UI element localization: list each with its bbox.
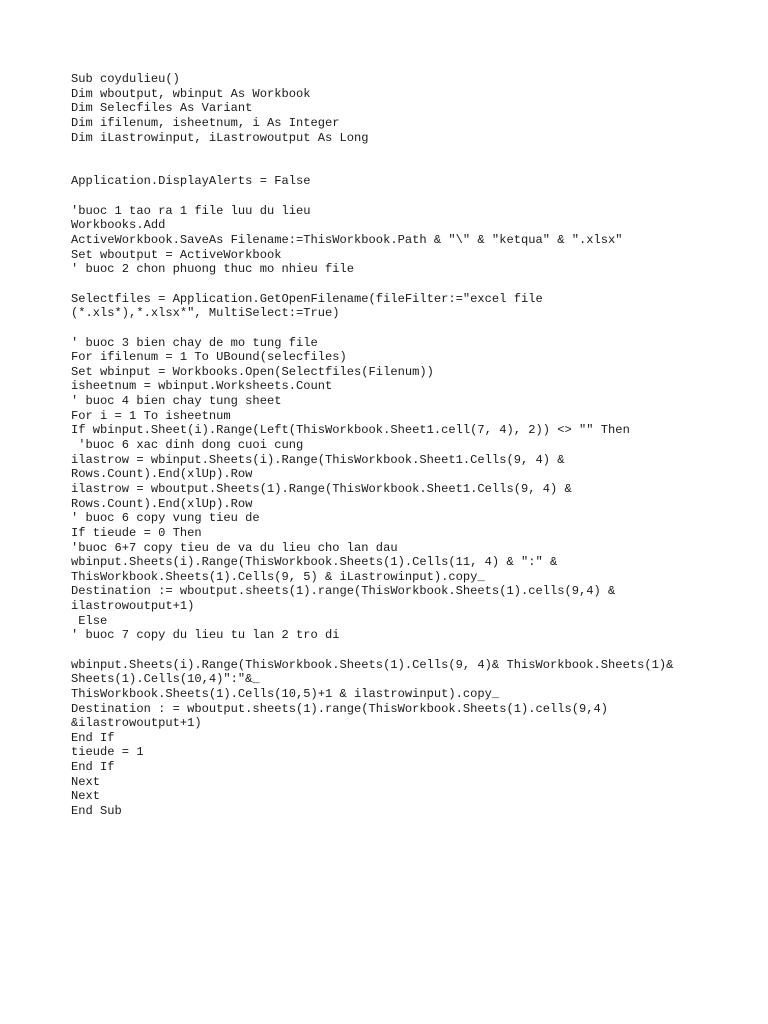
code-line: Dim wboutput, wbinput As Workbook [71,86,311,101]
vba-code-block [71,72,751,819]
code-line: Destination : = wboutput.sheets(1).range(ThisWorkbook.Sheets(1).cells(9,4) [71,701,609,716]
code-line: Selectfiles = Application.GetOpenFilename(fileFilter:="excel file [71,291,543,306]
code-line: wbinput.Sheets(i).Range(ThisWorkbook.Sheets(1).Cells(9, 4)& ThisWorkbook.Sheets(1)& [71,657,674,672]
code-line: ' buoc 4 bien chay tung sheet [71,394,282,409]
code-line: Set wboutput = ActiveWorkbook [71,247,282,262]
code-line: For ifilenum = 1 To UBound(selecfiles) [71,350,347,365]
code-line: Application.DisplayAlerts = False [71,174,311,189]
code-line [71,160,751,175]
code-line: Next [71,774,101,789]
code-line: 'buoc 6 xac dinh dong cuoi cung [71,438,304,453]
code-line [71,189,751,204]
code-line: If wbinput.Sheet(i).Range(Left(ThisWorkbook.Sheet1.cell(7, 4), 2)) <> "" Then [71,423,630,438]
code-line: ' buoc 7 copy du lieu tu lan 2 tro di [71,628,340,643]
code-line: ThisWorkbook.Sheets(1).Cells(9, 5) & iLastrowinput).copy_ [71,569,485,584]
code-line: 'buoc 6+7 copy tieu de va du lieu cho lan dau [71,540,398,555]
code-line: Dim Selecfiles As Variant [71,101,253,116]
code-line: For i = 1 To isheetnum [71,408,231,423]
code-line: End If [71,730,115,745]
code-line: ilastrowoutput+1) [71,599,195,614]
code-line: Sub coydulieu() [71,72,180,86]
code-line: If tieude = 0 Then [71,525,202,540]
code-line: End If [71,760,115,775]
code-line: End Sub [71,804,122,819]
code-line: isheetnum = wbinput.Worksheets.Count [71,379,333,394]
code-line: Workbooks.Add [71,218,166,233]
code-line: Rows.Count).End(xlUp).Row [71,496,253,511]
code-line: Dim iLastrowinput, iLastrowoutput As Long [71,130,369,145]
code-line: &ilastrowoutput+1) [71,716,202,731]
code-line: tieude = 1 [71,745,144,760]
code-line: Sheets(1).Cells(10,4)":"&_ [71,672,260,687]
code-line: ' buoc 2 chon phuong thuc mo nhieu file [71,262,355,277]
code-line: (*.xls*),*.xlsx*", MultiSelect:=True) [71,306,340,321]
code-line: 'buoc 1 tao ra 1 file luu du lieu [71,203,311,218]
code-line: ActiveWorkbook.SaveAs Filename:=ThisWorkbook.Path & "\" & "ketqua" & ".xlsx" [71,233,623,248]
code-line: Destination := wboutput.sheets(1).range(ThisWorkbook.Sheets(1).cells(9,4) & [71,584,616,599]
code-line: ilastrow = wboutput.Sheets(1).Range(ThisWorkbook.Sheet1.Cells(9, 4) & [71,481,572,496]
code-line: Rows.Count).End(xlUp).Row [71,467,253,482]
code-line: Next [71,789,101,804]
code-line: wbinput.Sheets(i).Range(ThisWorkbook.Sheets(1).Cells(11, 4) & ":" & [71,555,558,570]
code-line [71,643,751,658]
code-line: Set wbinput = Workbooks.Open(Selectfiles(Filenum)) [71,364,434,379]
code-line: ilastrow = wbinput.Sheets(i).Range(ThisWorkbook.Sheet1.Cells(9, 4) & [71,452,565,467]
code-line: ' buoc 6 copy vung tieu de [71,511,260,526]
code-line: ' buoc 3 bien chay de mo tung file [71,335,318,350]
code-line [71,145,751,160]
code-line [71,321,751,336]
code-line: Else [71,613,108,628]
code-line: Dim ifilenum, isheetnum, i As Integer [71,115,340,130]
code-line [71,277,751,292]
code-line: ThisWorkbook.Sheets(1).Cells(10,5)+1 & ilastrowinput).copy_ [71,686,500,701]
